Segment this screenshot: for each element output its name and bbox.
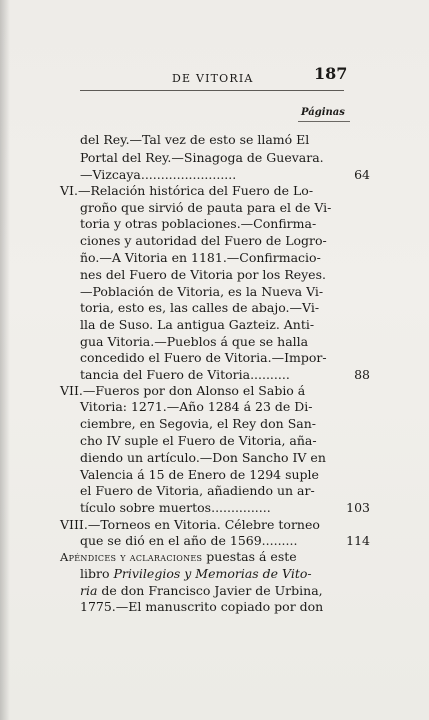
- toc-line-text: el Fuero de Vitoria, añadiendo un ar-: [80, 483, 315, 498]
- toc-line: [80, 499, 370, 516]
- toc-line-text: ño.—A Vitoria en 1181.—Confirmacio-: [80, 250, 321, 265]
- toc-line-text: cho IV suple el Fuero de Vitoria, aña-: [80, 433, 317, 448]
- appendix-line-3-rest: de don Francisco Javier de Urbina,: [97, 583, 323, 598]
- toc-line: [80, 415, 316, 432]
- toc-line: [80, 149, 324, 166]
- toc-line-text: del Rey.—Tal vez de esto se llamó El: [80, 132, 310, 147]
- toc-line: [80, 215, 316, 232]
- appendix-line-4-text: 1775.—El manuscrito copiado por don: [80, 599, 324, 614]
- toc-line-text: VII.—Fueros por don Alonso el Sabio á: [60, 383, 306, 398]
- toc-page-ref: 103: [346, 500, 370, 515]
- toc-line-text: concedido el Fuero de Vitoria.—Impor-: [80, 350, 327, 365]
- header-rule: [80, 90, 344, 91]
- toc-line: [80, 432, 317, 449]
- running-title: DE VITORIA: [172, 72, 254, 85]
- appendix-book-title-end: ria: [80, 583, 98, 598]
- toc-page-ref: 64: [354, 167, 370, 182]
- toc-line-text: —Vizcaya........................: [80, 167, 237, 182]
- appendix-line-2-start: libro: [80, 566, 114, 581]
- toc-line-text: gua Vitoria.—Pueblos á que se halla: [80, 334, 309, 349]
- toc-line-text: Valencia á 15 de Enero de 1294 suple: [80, 467, 319, 482]
- toc-line-text: que se dió en el año de 1569.........: [80, 533, 298, 548]
- toc-line: [80, 449, 326, 466]
- toc-line: [60, 516, 320, 533]
- toc-line: [80, 466, 319, 483]
- appendix-line-1: [60, 548, 297, 565]
- toc-line: [80, 349, 327, 366]
- appendix-line-3: [80, 582, 323, 599]
- toc-line-text: toria y otras poblaciones.—Confirma-: [80, 216, 317, 231]
- toc-line-text: VI.—Relación histórica del Fuero de Lo-: [60, 183, 314, 198]
- toc-page-ref: 114: [346, 533, 370, 548]
- toc-line: [80, 131, 309, 148]
- toc-line-text: groño que sirvió de pauta para el de Vi-: [80, 200, 332, 215]
- toc-line: [60, 182, 313, 199]
- toc-line-text: lla de Suso. La antigua Gazteiz. Anti-: [80, 317, 315, 332]
- appendix-line-4: [80, 598, 323, 615]
- toc-line-text: diendo un artículo.—Don Sancho IV en: [80, 450, 326, 465]
- toc-line-text: toria, esto es, las calles de abajo.—Vi-: [80, 300, 320, 315]
- appendix-book-title: Privilegios y Memorias de Vito-: [113, 566, 312, 581]
- toc-line-text: Vitoria: 1271.—Año 1284 á 23 de Di-: [80, 399, 313, 414]
- toc-line-text: —Población de Vitoria, es la Nueva Vi-: [80, 284, 324, 299]
- toc-line-text: nes del Fuero de Vitoria por los Reyes.: [80, 267, 326, 282]
- toc-line: [80, 482, 315, 499]
- toc-line: [80, 232, 327, 249]
- toc-line: [80, 266, 326, 283]
- appendix-heading: Apéndices y aclaraciones: [60, 550, 203, 564]
- toc-line: [80, 249, 321, 266]
- toc-page-ref: 88: [354, 367, 370, 382]
- toc-line: [80, 398, 313, 415]
- toc-line-text: tancia del Fuero de Vitoria..........: [80, 367, 290, 382]
- toc-line-text: ciones y autoridad del Fuero de Logro-: [80, 233, 327, 248]
- toc-line-text: VIII.—Torneos en Vitoria. Célebre torneo: [60, 517, 320, 532]
- appendix-line-2: [80, 565, 312, 582]
- toc-line: [80, 532, 370, 549]
- toc-line-text: tículo sobre muertos...............: [80, 500, 271, 515]
- toc-line: [60, 382, 305, 399]
- pages-column-rule: [298, 121, 350, 122]
- toc-line: [80, 316, 314, 333]
- pages-column-label: Páginas: [301, 107, 345, 118]
- toc-line: [80, 333, 308, 350]
- toc-line-text: Portal del Rey.—Sinagoga de Guevara.: [80, 150, 324, 165]
- toc-line-text: ciembre, en Segovia, el Rey don San-: [80, 416, 316, 431]
- toc-line: [80, 283, 323, 300]
- page-gutter-shadow: [0, 0, 10, 720]
- toc-line: [80, 166, 370, 183]
- toc-line: [80, 199, 331, 216]
- page-number: 187: [314, 64, 348, 83]
- toc-line: [80, 366, 370, 383]
- toc-line: [80, 299, 319, 316]
- appendix-line-1-rest: puestas á este: [202, 549, 297, 564]
